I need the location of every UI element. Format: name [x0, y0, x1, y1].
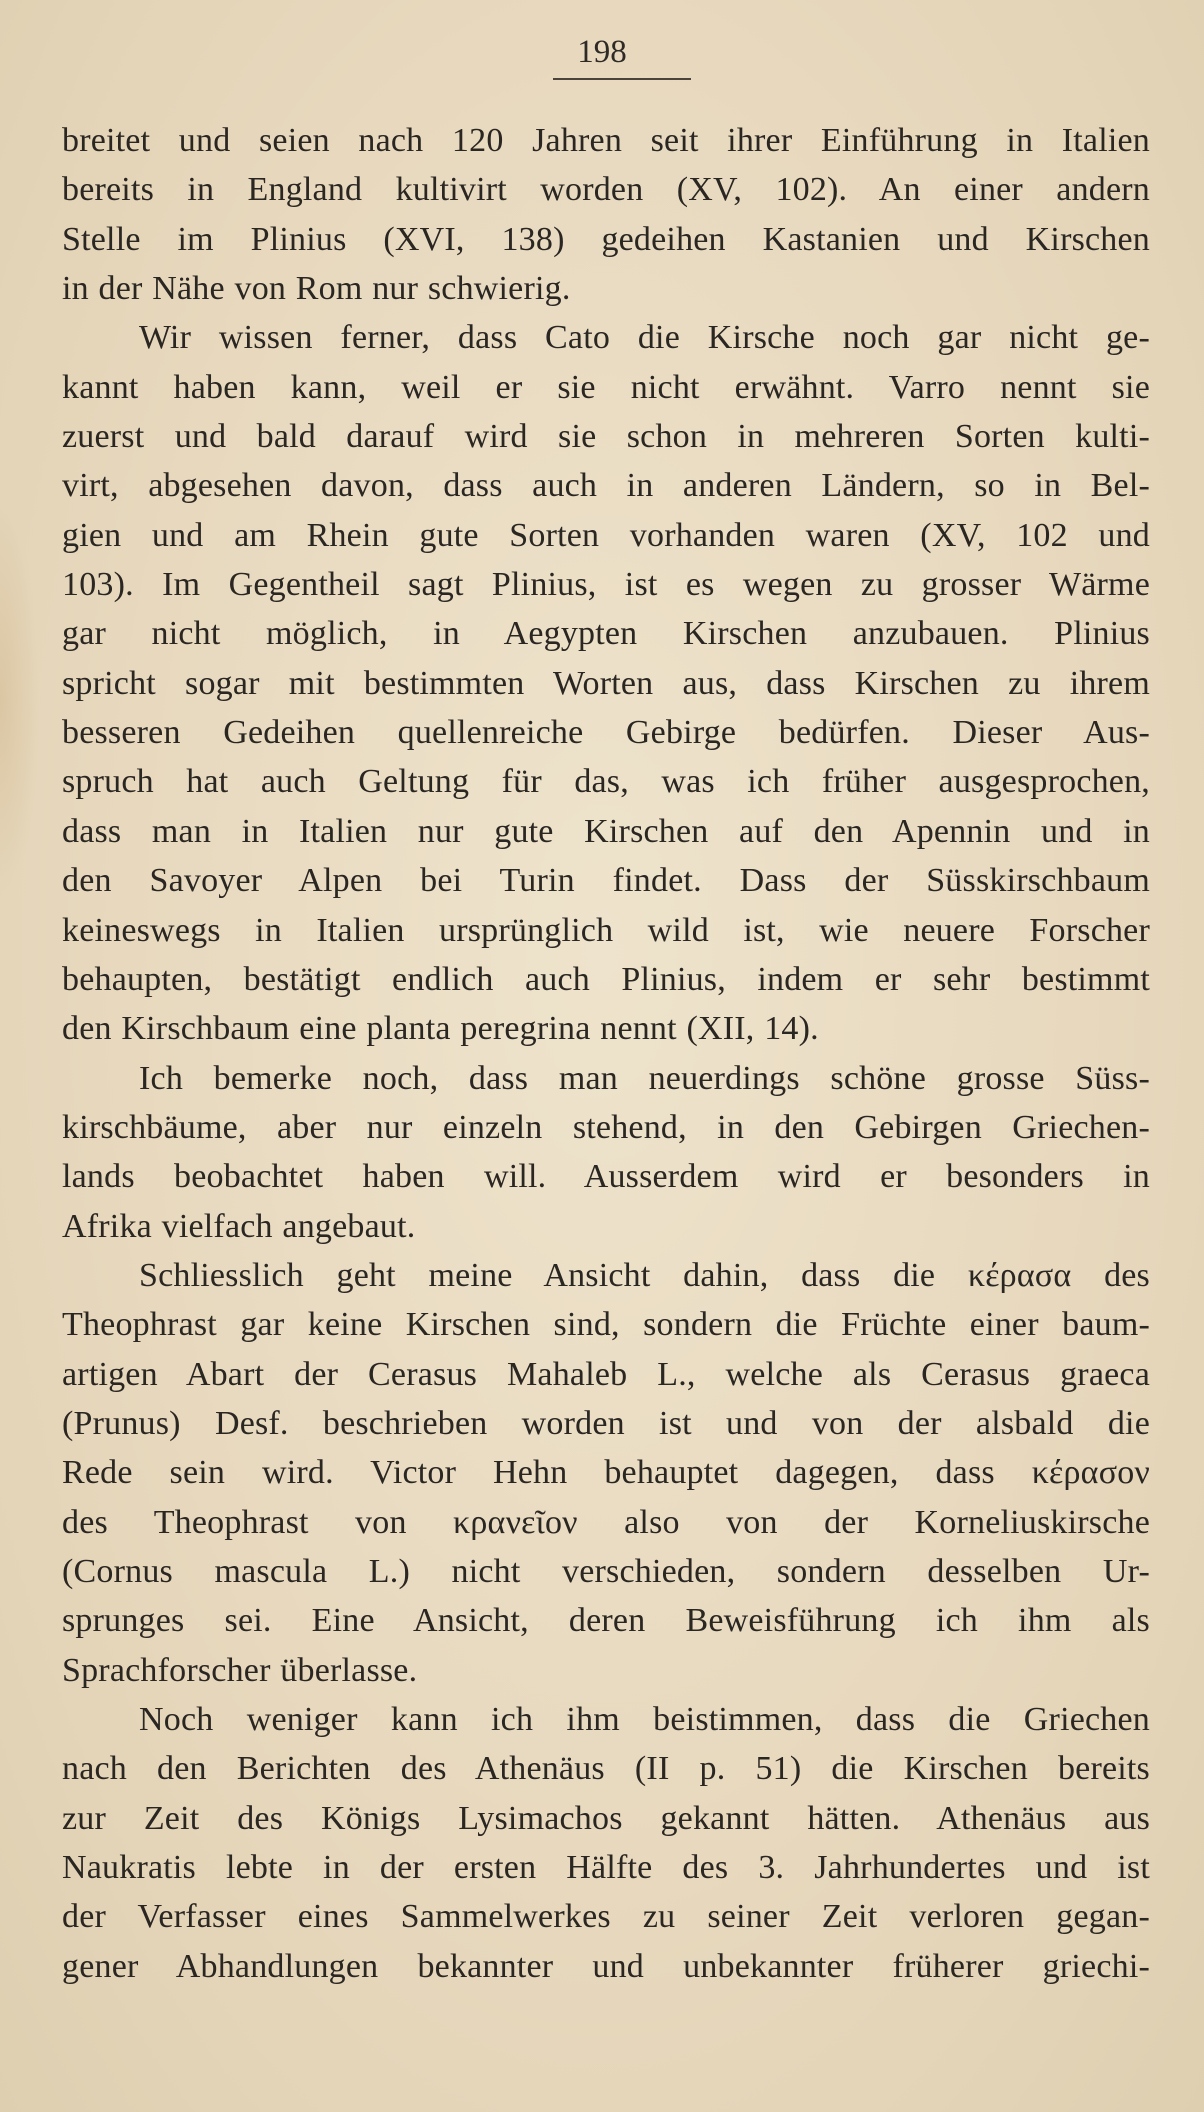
- text-line: Schliesslich geht meine Ansicht dahin, dass die κέρασα des: [139, 1256, 1150, 1294]
- text-line: keineswegs in Italien ursprünglich wild ist, wie neuere Forscher: [62, 911, 1150, 949]
- text-line: besseren Gedeihen quellenreiche Gebirge bedürfen. Dieser Aus-: [62, 714, 1150, 752]
- text-line: artigen Abart der Cerasus Mahaleb L., welche als Cerasus graeca: [62, 1355, 1150, 1393]
- text-line: den Kirschbaum eine planta peregrina nennt (XII, 14).: [62, 1010, 819, 1048]
- text-line: spricht sogar mit bestimmten Worten aus, dass Kirschen zu ihrem: [62, 664, 1150, 702]
- text-line: zuerst und bald darauf wird sie schon in mehreren Sorten kulti-: [62, 418, 1150, 456]
- body-text: [62, 116, 1150, 1991]
- text-line: zur Zeit des Königs Lysimachos gekannt hätten. Athenäus aus: [62, 1799, 1150, 1837]
- text-line: gar nicht möglich, in Aegypten Kirschen anzubauen. Plinius: [62, 615, 1150, 653]
- text-line: Naukratis lebte in der ersten Hälfte des 3. Jahrhundertes und ist: [62, 1849, 1150, 1887]
- text-line: gien und am Rhein gute Sorten vorhanden waren (XV, 102 und: [62, 516, 1150, 554]
- text-line: (Prunus) Desf. beschrieben worden ist und von der alsbald die: [62, 1404, 1150, 1442]
- text-line: behaupten, bestätigt endlich auch Plinius, indem er sehr bestimmt: [62, 960, 1150, 998]
- text-line: Ich bemerke noch, dass man neuerdings schöne grosse Süss-: [139, 1059, 1150, 1097]
- text-line: kannt haben kann, weil er sie nicht erwähnt. Varro nennt sie: [62, 368, 1150, 406]
- text-line: den Savoyer Alpen bei Turin findet. Dass der Süsskirschbaum: [62, 862, 1150, 900]
- text-line: breitet und seien nach 120 Jahren seit ihrer Einführung in Italien: [62, 122, 1150, 159]
- paper-stain: [0, 500, 40, 900]
- text-line: (Cornus mascula L.) nicht verschieden, sondern desselben Ur-: [62, 1552, 1150, 1590]
- text-line: Afrika vielfach angebaut.: [62, 1207, 416, 1245]
- text-line: nach den Berichten des Athenäus (II p. 51) die Kirschen bereits: [62, 1750, 1150, 1788]
- text-line: Sprachforscher überlasse.: [62, 1651, 418, 1689]
- text-line: bereits in England kultivirt worden (XV, 102). An einer andern: [62, 171, 1150, 209]
- text-line: spruch hat auch Geltung für das, was ich früher ausgesprochen,: [62, 763, 1150, 801]
- text-line: dass man in Italien nur gute Kirschen auf den Apennin und in: [62, 812, 1150, 850]
- page-number-rule: [553, 78, 691, 80]
- text-line: des Theophrast von κρανεῖον also von der Korneliuskirsche: [62, 1503, 1150, 1541]
- text-line: Noch weniger kann ich ihm beistimmen, dass die Griechen: [139, 1701, 1150, 1738]
- text-line: virt, abgesehen davon, dass auch in anderen Ländern, so in Bel-: [62, 467, 1150, 505]
- text-line: der Verfasser eines Sammelwerkes zu seiner Zeit verloren gegan-: [62, 1898, 1150, 1936]
- text-line: lands beobachtet haben will. Ausserdem wird er besonders in: [62, 1158, 1150, 1196]
- text-line: Rede sein wird. Victor Hehn behauptet dagegen, dass κέρασον: [62, 1454, 1150, 1492]
- text-line: kirschbäume, aber nur einzeln stehend, in den Gebirgen Griechen-: [62, 1108, 1150, 1146]
- text-line: in der Nähe von Rom nur schwierig.: [62, 270, 571, 308]
- text-line: Theophrast gar keine Kirschen sind, sondern die Früchte einer baum-: [62, 1306, 1150, 1344]
- page-number: 198: [577, 34, 627, 70]
- text-line: gener Abhandlungen bekannter und unbekannter früherer griechi-: [62, 1947, 1150, 1985]
- text-line: sprunges sei. Eine Ansicht, deren Beweisführung ich ihm als: [62, 1602, 1150, 1640]
- text-line: Stelle im Plinius (XVI, 138) gedeihen Kastanien und Kirschen: [62, 220, 1150, 258]
- text-line: 103). Im Gegentheil sagt Plinius, ist es wegen zu grosser Wärme: [62, 566, 1150, 604]
- text-line: Wir wissen ferner, dass Cato die Kirsche noch gar nicht ge-: [139, 319, 1150, 357]
